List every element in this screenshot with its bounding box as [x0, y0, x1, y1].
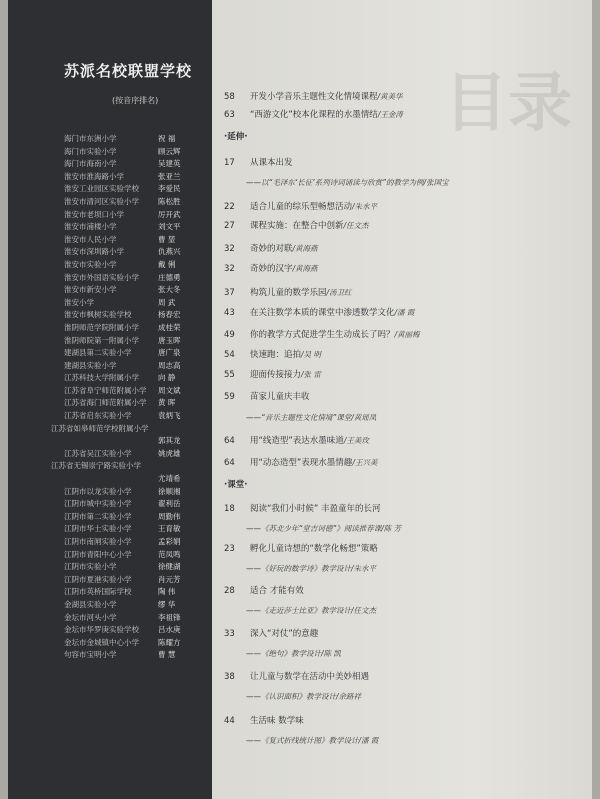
principal-name: 缪 华 [158, 599, 176, 609]
section-heading [224, 124, 247, 143]
principal-name: 庄德勇 [158, 272, 181, 282]
principal-name: 祝 福 [158, 134, 176, 143]
school-row [8, 297, 212, 310]
toc-subtitle [246, 598, 376, 617]
school-row [8, 511, 212, 524]
article-title: 阅读“我们小时候” 丰盈童年的长河 [250, 504, 381, 514]
school-name: 江苏科技大学附属小学 [64, 373, 139, 383]
page-number: 59 [224, 392, 235, 402]
school-row [8, 209, 212, 222]
principal-name: 周文斌 [158, 385, 181, 395]
school-row [8, 158, 212, 171]
toc-entry [224, 342, 321, 361]
principal-name: 刘文平 [158, 222, 181, 232]
school-row [8, 423, 212, 436]
principal-name: 陈耀方 [158, 637, 181, 647]
school-name: 淮安市淮海路小学 [64, 171, 124, 181]
school-row [8, 624, 212, 637]
principal-name: 成桂荣 [158, 322, 181, 332]
school-row [8, 234, 212, 247]
article-title: 开发小学音乐主题性文化情境课程 [250, 92, 378, 102]
school-row [8, 523, 212, 536]
article-title: 构筑儿童的数学乐园 [250, 288, 327, 298]
article-title: 用“动态造型”表现水墨情趣 [250, 458, 353, 468]
principal-name: 黄 晖 [158, 398, 176, 408]
page-number: 55 [224, 370, 235, 380]
principal-name: 顾云辉 [158, 146, 181, 156]
principal-name: 吴建英 [158, 159, 181, 169]
page-number: 27 [224, 221, 235, 231]
article-title: 用“线造型”表达水墨味道 [250, 436, 344, 446]
principal-name: 曹 慧 [158, 650, 176, 660]
principal-name: 翟利岳 [158, 499, 181, 509]
school-row [8, 612, 212, 625]
page-number: 58 [224, 92, 235, 102]
school-row [8, 536, 212, 549]
school-row [8, 146, 212, 159]
school-row [8, 385, 212, 398]
toc-entry [224, 664, 369, 683]
principal-name: 李祖锋 [158, 612, 181, 622]
principal-name: 陈松胜 [158, 196, 181, 206]
school-name: 金湖县实验小学 [64, 599, 117, 609]
page-number: 43 [224, 308, 235, 318]
school-row [8, 309, 212, 322]
toc-entry [224, 194, 377, 213]
section-heading [224, 472, 247, 491]
article-title: 快速跑：追拍 [250, 350, 302, 360]
article-author: /黄海燕 [292, 244, 318, 253]
alliance-sidebar [8, 0, 212, 799]
toc-entry [224, 428, 369, 447]
principal-name: 张大冬 [158, 285, 181, 295]
principal-name: 周 武 [158, 297, 176, 307]
page-number: 63 [224, 110, 235, 120]
table-of-contents [224, 0, 584, 799]
article-title: 适合 才能有效 [250, 586, 304, 596]
school-row [8, 473, 212, 486]
article-title: 从课本出发 [250, 158, 293, 168]
toc-subtitle [246, 641, 341, 660]
article-title: 深入“对仗”的意趣 [250, 629, 319, 639]
school-name: 淮安市枫树实验学校 [64, 310, 132, 320]
article-author: /王兴美 [352, 458, 378, 467]
school-name: 淮安工业园区实验学校 [64, 184, 139, 194]
page-number: 54 [224, 350, 235, 360]
toc-entry [224, 322, 420, 341]
school-row [8, 284, 212, 297]
school-row [8, 574, 212, 587]
toc-subtitle [246, 684, 361, 703]
school-row [8, 360, 212, 373]
toc-entry [224, 236, 318, 255]
school-row [8, 498, 212, 511]
page-number: 64 [224, 458, 235, 468]
toc-entry [224, 213, 369, 232]
principal-name: 徐健湖 [158, 562, 181, 572]
subtitle-text: ——《绝句》教学设计/陈 凯 [246, 649, 341, 658]
article-title: 苗家儿童庆丰收 [250, 392, 310, 402]
school-row [8, 649, 212, 662]
school-name: 江阴市城中实验小学 [64, 499, 132, 509]
principal-name: 张亚兰 [158, 171, 181, 181]
article-title: 奇妙的汉字 [250, 264, 293, 274]
school-name: 句容市宝明小学 [64, 650, 117, 660]
school-name: 江阴市南闸实验小学 [64, 537, 132, 546]
page-number: 18 [224, 504, 235, 514]
principal-name: 戴 俐 [158, 259, 176, 269]
magazine-page [8, 0, 592, 799]
school-row [8, 549, 212, 562]
toc-entry [224, 496, 381, 515]
toc-entry [224, 450, 377, 469]
principal-name: 仇燕兴 [158, 247, 181, 257]
school-name: 建湖县第二实验小学 [64, 348, 132, 358]
article-title: 孵化儿童诗想的“数学化畅想”策略 [250, 544, 378, 554]
subtitle-text: ——《认识面积》教学设计/余路祥 [246, 692, 362, 701]
principal-name: 肖元芳 [158, 574, 181, 584]
principal-name: 杨春宏 [158, 310, 181, 320]
school-row [8, 335, 212, 348]
school-row [8, 460, 212, 473]
toc-entry [224, 708, 304, 727]
page-number: 32 [224, 264, 235, 274]
school-name: 金坛市华罗庚实验学校 [64, 625, 139, 635]
subtitle-text: ——“音乐主题性文化情境”课堂/黄瑶凤 [246, 413, 377, 422]
toc-entry [224, 362, 321, 381]
page-number: 17 [224, 158, 235, 168]
principal-name: 周勤伟 [158, 511, 181, 521]
school-row [8, 372, 212, 385]
school-name: 淮阴师院第一附属小学 [64, 335, 139, 345]
principal-name: 袁炳飞 [158, 411, 181, 421]
school-row [8, 171, 212, 184]
school-name: 淮安市浦楼小学 [64, 222, 117, 232]
principal-name: 曹 堃 [158, 234, 176, 244]
article-title: 奇妙的对联 [250, 244, 293, 254]
sidebar-subtitle: (按音序排名) [112, 96, 159, 105]
toc-entry [224, 84, 403, 103]
school-row [8, 183, 212, 196]
toc-entry [224, 280, 352, 299]
principal-name: 王育敏 [158, 524, 181, 534]
school-name: 淮安市新安小学 [64, 285, 117, 295]
article-title: 让儿童与数学在活动中美妙相遇 [250, 672, 370, 682]
section-title: ·延伸· [224, 132, 248, 142]
toc-entry [224, 256, 318, 275]
school-name: 江阴市英桥国际学校 [64, 587, 132, 597]
article-author: /黄丽梅 [394, 330, 420, 339]
toc-subtitle [246, 405, 376, 424]
school-row [8, 637, 212, 650]
article-title: “西游文化”校本化课程的水墨情结 [250, 110, 378, 120]
school-row [8, 586, 212, 599]
school-row [8, 410, 212, 423]
school-name: 江苏省海门师范附属小学 [64, 398, 147, 408]
principal-name: 尤靖希 [158, 474, 181, 484]
toc-subtitle [246, 728, 378, 747]
school-name: 淮安市外国语实验小学 [64, 272, 139, 282]
watermark-heading: 目录 [444, 66, 572, 141]
school-name: 江阴市夏港实验小学 [64, 574, 132, 584]
principal-name: 唐广泉 [158, 348, 181, 358]
school-name: 海门市东洲小学 [64, 134, 117, 143]
page-number: 38 [224, 672, 235, 682]
school-row [8, 347, 212, 360]
school-list [8, 133, 212, 662]
article-title: 你的教学方式促进学生生动成长了吗？ [250, 330, 395, 340]
toc-subtitle [246, 170, 449, 189]
subtitle-text: ——《复式折线统计图》教学设计/潘 霞 [246, 736, 379, 745]
article-author: /任文杰 [343, 221, 369, 230]
toc-entry [224, 300, 414, 319]
principal-name: 厉开武 [158, 209, 181, 219]
school-name: 江阴市青阳中心小学 [64, 549, 132, 559]
principal-name: 向 静 [158, 373, 176, 383]
toc-entry [224, 102, 403, 121]
school-name: 金坛市金城镇中心小学 [64, 637, 139, 647]
school-name: 淮安市老坝口小学 [64, 209, 124, 219]
school-row [8, 599, 212, 612]
article-author: /朱水平 [352, 202, 378, 211]
page-number: 28 [224, 586, 235, 596]
school-row [8, 133, 212, 146]
school-name: 江苏省阜宁师范附属小学 [64, 385, 147, 395]
article-author: /黄海燕 [292, 264, 318, 273]
school-row [8, 322, 212, 335]
subtitle-text: ——《走近莎士比亚》教学设计/任文杰 [246, 606, 377, 615]
school-row [8, 246, 212, 259]
school-name: 淮安市清河区实验小学 [64, 196, 139, 206]
principal-name: 吕水庚 [158, 625, 181, 635]
article-title: 在关注数学本质的课堂中渗透数学文化 [250, 308, 395, 318]
school-name: 淮安市人民小学 [64, 234, 117, 244]
school-name: 江苏省启东实验小学 [64, 411, 132, 421]
toc-entry [224, 384, 310, 403]
principal-name: 孟彩娟 [158, 537, 181, 546]
school-row [8, 259, 212, 272]
article-author: /潘 霞 [394, 308, 415, 317]
article-author: /黄美华 [377, 92, 403, 101]
page-number: 37 [224, 288, 235, 298]
page-number: 32 [224, 244, 235, 254]
article-author: /吴 明 [301, 350, 321, 359]
school-name: 淮阴师范学院附属小学 [64, 322, 139, 332]
toc-entry [224, 150, 293, 169]
principal-name: 徐顺湘 [158, 486, 181, 496]
school-name: 江苏省吴江实验小学 [64, 448, 132, 458]
sidebar-title: 苏派名校联盟学校 [64, 62, 193, 80]
toc-entry [224, 536, 378, 555]
school-row [8, 196, 212, 209]
school-name: 淮安市深圳路小学 [64, 247, 124, 257]
page-number: 22 [224, 202, 235, 212]
principal-name: 郭其龙 [158, 436, 181, 446]
toc-subtitle [246, 516, 401, 535]
article-title: 迎面传接接力 [250, 370, 302, 380]
article-author: /王金涛 [377, 110, 403, 119]
article-title: 课程实施：在整合中创新 [250, 221, 344, 231]
school-name: 江苏省无锡崇宁路实验小学 [51, 461, 141, 471]
page-number: 23 [224, 544, 235, 554]
school-row [8, 272, 212, 285]
school-name: 江阴市实验小学 [64, 562, 117, 572]
subtitle-text: ——以“毛泽东‘长征’系列诗词诵读与欣赏”的教学为例/张国宝 [246, 178, 449, 187]
toc-subtitle [246, 556, 376, 575]
school-row [8, 397, 212, 410]
school-row [8, 448, 212, 461]
section-title: ·课堂· [224, 480, 248, 490]
school-name: 金坛市河头小学 [64, 612, 117, 622]
page-number: 44 [224, 716, 235, 726]
subtitle-text: ——《好玩的数学诗》教学设计/朱水平 [246, 564, 377, 573]
article-author: /汤卫红 [326, 288, 352, 297]
school-row [8, 435, 212, 448]
school-name: 江苏省如皋师范学校附属小学 [51, 423, 149, 433]
page-number: 49 [224, 330, 235, 340]
principal-name: 周志高 [158, 360, 181, 370]
school-name: 淮安小学 [64, 297, 94, 307]
school-name: 建湖县实验小学 [64, 360, 117, 370]
school-row [8, 561, 212, 574]
principal-name: 姚虎雄 [158, 448, 181, 458]
school-name: 江阴市华士实验小学 [64, 524, 132, 534]
article-author: /王美玫 [343, 436, 369, 445]
article-title: 生活味 数学味 [250, 716, 304, 726]
page-number: 64 [224, 436, 235, 446]
toc-entry [224, 578, 304, 597]
school-name: 海门市实验小学 [64, 146, 117, 156]
school-name: 江阴市第二实验小学 [64, 511, 132, 521]
school-name: 江阴市以龙实验小学 [64, 486, 132, 496]
school-row [8, 486, 212, 499]
school-name: 淮安市实验小学 [64, 259, 117, 269]
principal-name: 范凤鸣 [158, 549, 181, 559]
article-author: /张 雷 [301, 370, 321, 379]
principal-name: 李爱民 [158, 184, 181, 194]
subtitle-text: ——《苏北少年“堂吉诃德”》阅读推荐课/陈 芳 [246, 524, 402, 533]
page-number: 33 [224, 629, 235, 639]
principal-name: 陶 伟 [158, 587, 176, 597]
toc-entry [224, 621, 318, 640]
school-row [8, 221, 212, 234]
article-title: 适合儿童的综乐型畅想活动 [250, 202, 353, 212]
principal-name: 唐玉晖 [158, 335, 181, 345]
school-name: 海门市海南小学 [64, 159, 117, 169]
